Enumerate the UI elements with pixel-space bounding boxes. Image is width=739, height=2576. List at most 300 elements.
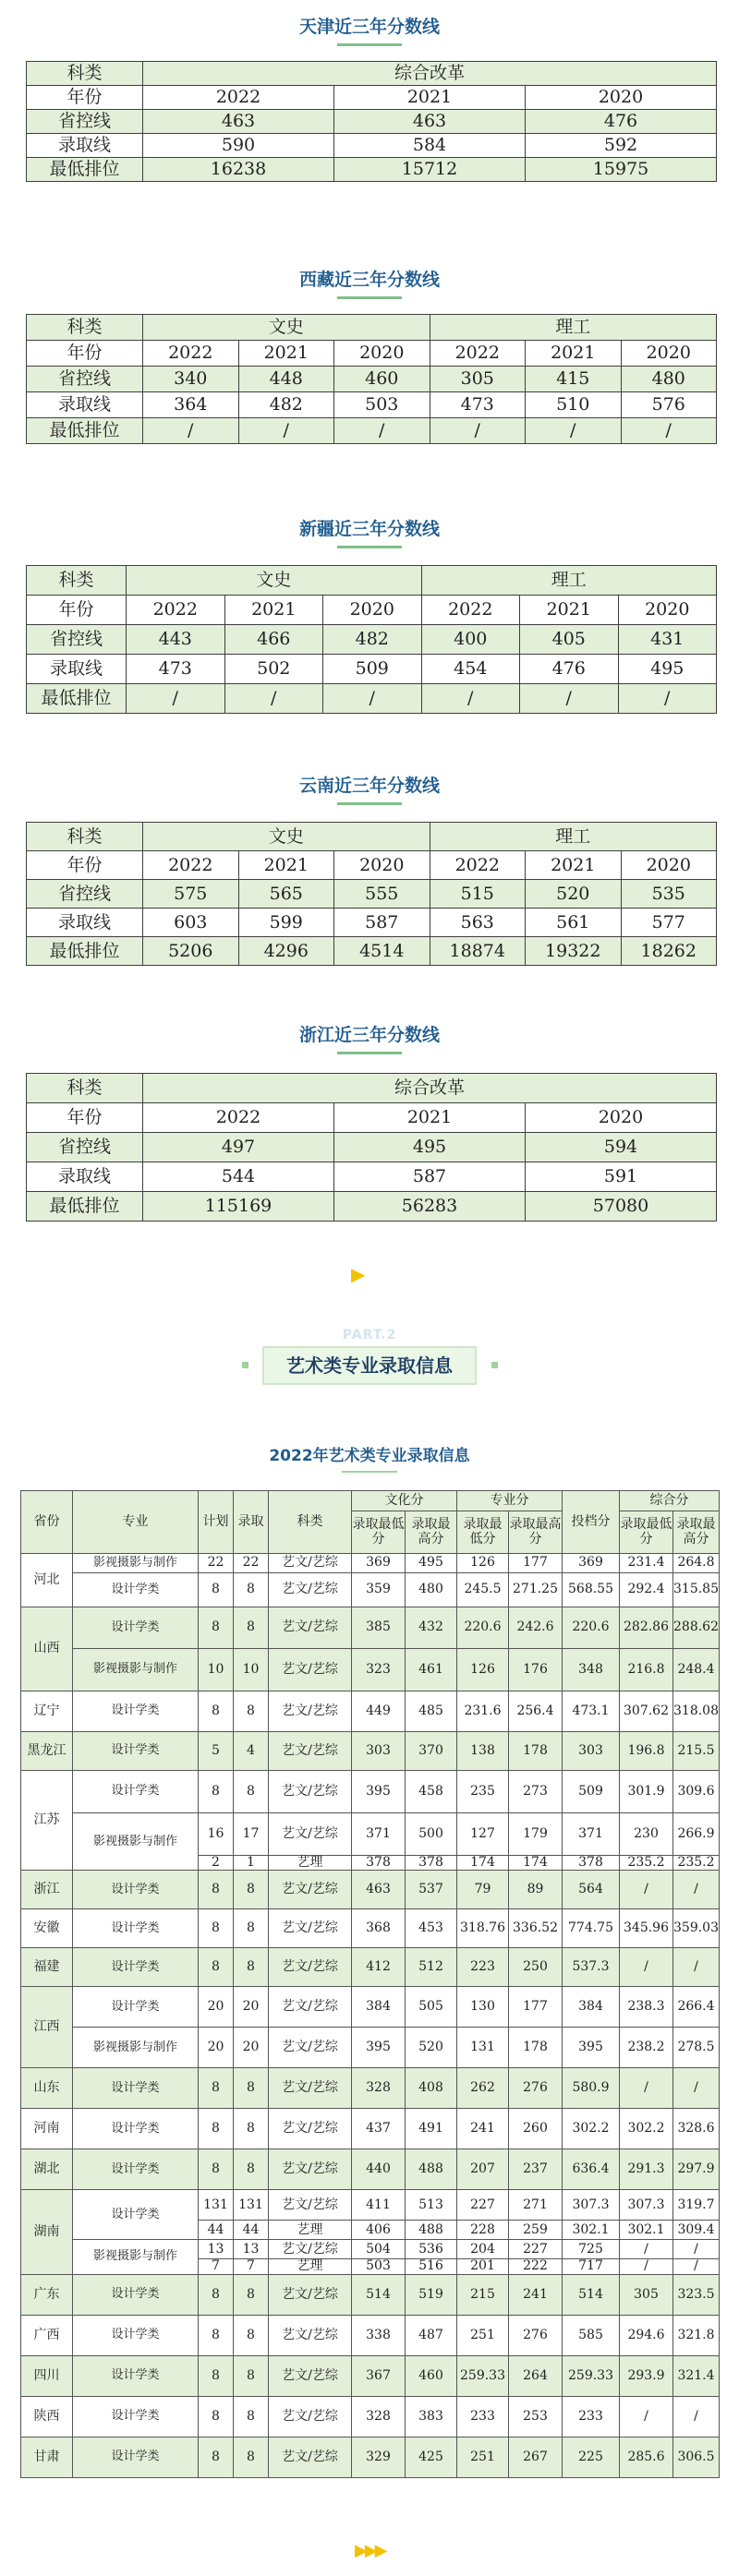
province-cell: 湖北 bbox=[21, 2149, 73, 2190]
table-cell: 336.52 bbox=[509, 1909, 563, 1948]
table-row bbox=[21, 1649, 720, 1691]
table-cell: 485 bbox=[406, 1691, 457, 1732]
table-cell: 509 bbox=[323, 655, 422, 684]
table-cell: 271.25 bbox=[509, 1573, 563, 1607]
table-cell: 305 bbox=[620, 2274, 673, 2315]
year-cell: 2020 bbox=[323, 596, 422, 625]
table-cell: 378 bbox=[352, 1856, 406, 1871]
table-cell: 艺理 bbox=[269, 2221, 352, 2240]
table-cell: 476 bbox=[520, 655, 619, 684]
table-cell: / bbox=[421, 684, 520, 714]
year-cell: 2022 bbox=[143, 86, 334, 110]
table-cell: 8 bbox=[199, 1691, 234, 1732]
table-cell: 231.4 bbox=[620, 1554, 673, 1573]
table-cell: 580.9 bbox=[563, 2068, 620, 2109]
major-cell: 设计学类 bbox=[73, 2274, 199, 2315]
table-cell: 178 bbox=[509, 2028, 563, 2068]
table-cell: 艺文/艺综 bbox=[269, 1909, 352, 1948]
dot-decoration bbox=[491, 1362, 498, 1368]
table-cell: 8 bbox=[234, 2274, 269, 2315]
table-cell: 303 bbox=[563, 1732, 620, 1771]
table-row bbox=[21, 2190, 720, 2221]
table-cell: 8 bbox=[234, 1573, 269, 1607]
part-label: PART.2 bbox=[342, 1328, 397, 1342]
major-cell: 设计学类 bbox=[73, 2149, 199, 2190]
table-row bbox=[21, 2274, 720, 2315]
province-cell: 山西 bbox=[21, 1607, 73, 1691]
table-cell: 378 bbox=[406, 1856, 457, 1871]
table-cell: 20 bbox=[234, 2028, 269, 2068]
year-cell: 2022 bbox=[127, 596, 225, 625]
table-cell: 262 bbox=[457, 2068, 509, 2109]
table-cell: 458 bbox=[406, 1771, 457, 1813]
header-pro-max: 录取最高分 bbox=[509, 1511, 563, 1554]
table-cell: / bbox=[238, 418, 334, 444]
table-cell: 16238 bbox=[143, 158, 334, 182]
table-cell: 565 bbox=[238, 880, 334, 909]
major-cell: 设计学类 bbox=[73, 1948, 199, 1987]
xizang-score-table bbox=[26, 314, 717, 444]
major-cell: 设计学类 bbox=[73, 2396, 199, 2437]
header-mode: 综合改革 bbox=[143, 1074, 717, 1103]
table-cell: 315.85 bbox=[673, 1573, 720, 1607]
table-cell: 509 bbox=[563, 1771, 620, 1813]
table-cell: 17 bbox=[234, 1813, 269, 1856]
table-cell: 453 bbox=[406, 1909, 457, 1948]
table-cell: 406 bbox=[352, 2221, 406, 2240]
art-admission-table bbox=[20, 1490, 720, 2478]
header-pro-score: 专业分 bbox=[457, 1491, 563, 1511]
table-cell: 艺文/艺综 bbox=[269, 1987, 352, 2028]
table-cell: 302.1 bbox=[563, 2221, 620, 2240]
table-row bbox=[21, 2028, 720, 2068]
table-cell: / bbox=[620, 2068, 673, 2109]
table-cell: 178 bbox=[509, 1732, 563, 1771]
table-cell: 222 bbox=[509, 2259, 563, 2274]
major-cell: 影视摄影与制作 bbox=[73, 1554, 199, 1573]
table-cell: 328 bbox=[352, 2396, 406, 2437]
table-cell: 318.08 bbox=[673, 1691, 720, 1732]
table-cell: 8 bbox=[234, 1948, 269, 1987]
table-cell: 329 bbox=[352, 2437, 406, 2477]
year-cell: 2022 bbox=[430, 341, 526, 367]
province-cell: 广西 bbox=[21, 2315, 73, 2355]
header-tidang-score: 投档分 bbox=[563, 1491, 620, 1554]
table-cell: 8 bbox=[199, 1573, 234, 1607]
header-kelei: 科类 bbox=[27, 823, 143, 851]
table-cell: 256.4 bbox=[509, 1691, 563, 1732]
major-cell: 设计学类 bbox=[73, 2355, 199, 2396]
row-label: 最低排位 bbox=[27, 418, 143, 444]
table-cell: 561 bbox=[526, 909, 622, 937]
table-cell: 8 bbox=[199, 2355, 234, 2396]
table-cell: 233 bbox=[563, 2396, 620, 2437]
table-cell: 艺文/艺综 bbox=[269, 1554, 352, 1573]
year-cell: 2021 bbox=[526, 341, 622, 367]
table-cell: 10 bbox=[199, 1649, 234, 1691]
table-cell: 241 bbox=[457, 2109, 509, 2149]
year-cell: 2020 bbox=[334, 341, 430, 367]
table-cell: 8 bbox=[234, 2149, 269, 2190]
table-cell: 466 bbox=[224, 625, 323, 655]
major-cell: 设计学类 bbox=[73, 1987, 199, 2028]
header-wenshi: 文史 bbox=[143, 315, 430, 341]
table-cell: 220.6 bbox=[457, 1607, 509, 1649]
table-cell: 488 bbox=[406, 2221, 457, 2240]
table-cell: 44 bbox=[234, 2221, 269, 2240]
province-cell: 浙江 bbox=[21, 1871, 73, 1909]
row-label: 录取线 bbox=[27, 1162, 143, 1192]
xinjiang-title: 新疆近三年分数线 bbox=[0, 515, 739, 548]
row-label: 省控线 bbox=[27, 1133, 143, 1162]
table-cell: 431 bbox=[618, 625, 717, 655]
table-cell: 437 bbox=[352, 2109, 406, 2149]
major-cell: 设计学类 bbox=[73, 1871, 199, 1909]
table-cell: 艺文/艺综 bbox=[269, 1948, 352, 1987]
table-cell: 384 bbox=[563, 1987, 620, 2028]
header-year: 年份 bbox=[27, 1103, 143, 1133]
table-cell: / bbox=[620, 1871, 673, 1909]
table-cell: 271 bbox=[509, 2190, 563, 2221]
table-cell: 8 bbox=[199, 2109, 234, 2149]
table-cell: 463 bbox=[143, 110, 334, 134]
table-cell: 503 bbox=[334, 392, 430, 418]
table-cell: 8 bbox=[234, 2109, 269, 2149]
header-wenshi: 文史 bbox=[143, 823, 430, 851]
header-ligong: 理工 bbox=[421, 566, 717, 596]
section-banner: 艺术类专业录取信息 bbox=[262, 1346, 477, 1385]
table-cell: 250 bbox=[509, 1948, 563, 1987]
province-cell: 黑龙江 bbox=[21, 1732, 73, 1771]
table-cell: 385 bbox=[352, 1607, 406, 1649]
table-cell: 497 bbox=[143, 1133, 334, 1162]
table-cell: / bbox=[620, 2396, 673, 2437]
table-row bbox=[21, 2240, 720, 2259]
row-label: 最低排位 bbox=[27, 158, 143, 182]
row-label: 省控线 bbox=[27, 367, 143, 392]
zhejiang-score-table bbox=[26, 1073, 717, 1222]
table-cell: 367 bbox=[352, 2355, 406, 2396]
header-admit: 录取 bbox=[234, 1491, 269, 1554]
table-cell: 463 bbox=[334, 110, 526, 134]
table-cell: 8 bbox=[199, 1771, 234, 1813]
table-cell: 89 bbox=[509, 1871, 563, 1909]
table-cell: 8 bbox=[234, 1771, 269, 1813]
table-cell: 537.3 bbox=[563, 1948, 620, 1987]
table-cell: 15975 bbox=[526, 158, 717, 182]
table-cell: 321.8 bbox=[673, 2315, 720, 2355]
header-pro-min: 录取最低分 bbox=[457, 1511, 509, 1554]
table-cell: 19322 bbox=[526, 937, 622, 966]
table-cell: 292.4 bbox=[620, 1573, 673, 1607]
header-ligong: 理工 bbox=[430, 823, 717, 851]
province-cell: 江西 bbox=[21, 1987, 73, 2068]
table-row bbox=[21, 1554, 720, 1573]
table-cell: 302.1 bbox=[620, 2221, 673, 2240]
table-cell: / bbox=[673, 1948, 720, 1987]
table-cell: 536 bbox=[406, 2240, 457, 2259]
table-cell: 22 bbox=[199, 1554, 234, 1573]
table-cell: 577 bbox=[621, 909, 717, 937]
table-cell: 7 bbox=[199, 2259, 234, 2274]
year-cell: 2020 bbox=[621, 851, 717, 880]
table-cell: 259 bbox=[509, 2221, 563, 2240]
table-cell: 235.2 bbox=[673, 1856, 720, 1871]
table-cell: 371 bbox=[352, 1813, 406, 1856]
art-table-body bbox=[21, 1554, 720, 2478]
table-cell: 482 bbox=[323, 625, 422, 655]
table-cell: 174 bbox=[509, 1856, 563, 1871]
table-cell: 251 bbox=[457, 2315, 509, 2355]
table-cell: 225 bbox=[563, 2437, 620, 2477]
row-label: 录取线 bbox=[27, 655, 127, 684]
table-cell: 276 bbox=[509, 2068, 563, 2109]
table-cell: 594 bbox=[526, 1133, 717, 1162]
year-cell: 2020 bbox=[621, 341, 717, 367]
table-cell: 艺文/艺综 bbox=[269, 2396, 352, 2437]
major-cell: 影视摄影与制作 bbox=[73, 2028, 199, 2068]
table-cell: 16 bbox=[199, 1813, 234, 1856]
table-cell: 8 bbox=[199, 2437, 234, 2477]
table-cell: 228 bbox=[457, 2221, 509, 2240]
table-cell: 564 bbox=[563, 1871, 620, 1909]
table-cell: 291.3 bbox=[620, 2149, 673, 2190]
table-cell: 307.3 bbox=[620, 2190, 673, 2221]
table-cell: 345.96 bbox=[620, 1909, 673, 1948]
table-cell: / bbox=[224, 684, 323, 714]
table-cell: 717 bbox=[563, 2259, 620, 2274]
province-cell: 辽宁 bbox=[21, 1691, 73, 1732]
table-cell: 艺文/艺综 bbox=[269, 2068, 352, 2109]
table-cell: 514 bbox=[352, 2274, 406, 2315]
table-cell: 473 bbox=[430, 392, 526, 418]
province-cell: 广东 bbox=[21, 2274, 73, 2315]
yunnan-title: 云南近三年分数线 bbox=[0, 772, 739, 805]
header-year: 年份 bbox=[27, 851, 143, 880]
table-cell: 293.9 bbox=[620, 2355, 673, 2396]
table-cell: 500 bbox=[406, 1813, 457, 1856]
row-label: 录取线 bbox=[27, 909, 143, 937]
table-cell: 8 bbox=[199, 1948, 234, 1987]
table-cell: 302.2 bbox=[563, 2109, 620, 2149]
table-cell: 7 bbox=[234, 2259, 269, 2274]
table-cell: 177 bbox=[509, 1554, 563, 1573]
table-cell: 488 bbox=[406, 2149, 457, 2190]
table-cell: 491 bbox=[406, 2109, 457, 2149]
table-cell: 278.5 bbox=[673, 2028, 720, 2068]
table-cell: 369 bbox=[352, 1554, 406, 1573]
table-cell: 544 bbox=[143, 1162, 334, 1192]
header-kelei: 科类 bbox=[27, 62, 143, 86]
table-cell: 636.4 bbox=[563, 2149, 620, 2190]
table-cell: 5 bbox=[199, 1732, 234, 1771]
table-cell: 264.8 bbox=[673, 1554, 720, 1573]
header-type: 科类 bbox=[269, 1491, 352, 1554]
table-cell: 307.62 bbox=[620, 1691, 673, 1732]
major-cell: 设计学类 bbox=[73, 2068, 199, 2109]
table-cell: 576 bbox=[621, 392, 717, 418]
table-cell: / bbox=[673, 2068, 720, 2109]
table-cell: / bbox=[323, 684, 422, 714]
table-cell: 461 bbox=[406, 1649, 457, 1691]
table-row bbox=[21, 1607, 720, 1649]
table-cell: 131 bbox=[234, 2190, 269, 2221]
table-row bbox=[21, 1771, 720, 1813]
table-cell: 285.6 bbox=[620, 2437, 673, 2477]
table-cell: 359.03 bbox=[673, 1909, 720, 1948]
table-cell: 460 bbox=[334, 367, 430, 392]
table-cell: 359 bbox=[352, 1573, 406, 1607]
table-cell: 370 bbox=[406, 1732, 457, 1771]
table-cell: 8 bbox=[199, 2396, 234, 2437]
table-cell: 288.62 bbox=[673, 1607, 720, 1649]
table-cell: 482 bbox=[238, 392, 334, 418]
table-cell: 384 bbox=[352, 1987, 406, 2028]
table-row bbox=[21, 1813, 720, 1856]
table-cell: 131 bbox=[199, 2190, 234, 2221]
table-cell: 276 bbox=[509, 2315, 563, 2355]
table-cell: 艺文/艺综 bbox=[269, 2109, 352, 2149]
year-cell: 2020 bbox=[618, 596, 717, 625]
year-cell: 2022 bbox=[143, 341, 239, 367]
dot-decoration bbox=[242, 1362, 248, 1368]
table-cell: 13 bbox=[199, 2240, 234, 2259]
table-cell: 艺文/艺综 bbox=[269, 2437, 352, 2477]
table-cell: 18262 bbox=[621, 937, 717, 966]
table-cell: 艺理 bbox=[269, 1856, 352, 1871]
table-cell: 592 bbox=[526, 134, 717, 158]
table-cell: 603 bbox=[143, 909, 239, 937]
table-cell: 126 bbox=[457, 1649, 509, 1691]
major-cell: 影视摄影与制作 bbox=[73, 1813, 199, 1871]
table-cell: 艺文/艺综 bbox=[269, 2190, 352, 2221]
table-cell: 443 bbox=[127, 625, 225, 655]
table-cell: 519 bbox=[406, 2274, 457, 2315]
header-kelei: 科类 bbox=[27, 315, 143, 341]
table-cell: 480 bbox=[621, 367, 717, 392]
table-cell: 412 bbox=[352, 1948, 406, 1987]
major-cell: 设计学类 bbox=[73, 1573, 199, 1607]
table-cell: 220.6 bbox=[563, 1607, 620, 1649]
row-label: 录取线 bbox=[27, 134, 143, 158]
table-cell: 艺文/艺综 bbox=[269, 1649, 352, 1691]
table-cell: 460 bbox=[406, 2355, 457, 2396]
major-cell: 影视摄影与制作 bbox=[73, 1649, 199, 1691]
table-cell: / bbox=[673, 2259, 720, 2274]
table-cell: 242.6 bbox=[509, 1607, 563, 1649]
table-cell: 537 bbox=[406, 1871, 457, 1909]
table-cell: 585 bbox=[563, 2315, 620, 2355]
table-cell: 512 bbox=[406, 1948, 457, 1987]
table-cell: 237 bbox=[509, 2149, 563, 2190]
table-cell: 4514 bbox=[334, 937, 430, 966]
table-cell: 260 bbox=[509, 2109, 563, 2149]
table-cell: 495 bbox=[406, 1554, 457, 1573]
table-cell: 245.5 bbox=[457, 1573, 509, 1607]
table-cell: 259.33 bbox=[563, 2355, 620, 2396]
table-cell: 201 bbox=[457, 2259, 509, 2274]
table-cell: 513 bbox=[406, 2190, 457, 2221]
table-cell: 8 bbox=[199, 2149, 234, 2190]
table-cell: 8 bbox=[234, 1691, 269, 1732]
table-cell: 568.55 bbox=[563, 1573, 620, 1607]
row-label: 录取线 bbox=[27, 392, 143, 418]
table-cell: 8 bbox=[199, 1607, 234, 1649]
table-cell: 273 bbox=[509, 1771, 563, 1813]
header-culture-max: 录取最高分 bbox=[406, 1511, 457, 1554]
table-cell: 503 bbox=[352, 2259, 406, 2274]
table-cell: 306.5 bbox=[673, 2437, 720, 2477]
table-cell: / bbox=[673, 2396, 720, 2437]
table-cell: 艺文/艺综 bbox=[269, 2274, 352, 2315]
table-cell: 215.5 bbox=[673, 1732, 720, 1771]
table-cell: 463 bbox=[352, 1871, 406, 1909]
province-cell: 湖南 bbox=[21, 2190, 73, 2274]
table-cell: 艺文/艺综 bbox=[269, 1732, 352, 1771]
table-cell: 艺文/艺综 bbox=[269, 2028, 352, 2068]
province-cell: 四川 bbox=[21, 2355, 73, 2396]
table-cell: 504 bbox=[352, 2240, 406, 2259]
table-cell: 448 bbox=[238, 367, 334, 392]
arrow-icon: ▶ bbox=[351, 1263, 366, 1285]
table-cell: 115169 bbox=[143, 1192, 334, 1222]
table-cell: 303 bbox=[352, 1732, 406, 1771]
major-cell: 设计学类 bbox=[73, 1691, 199, 1732]
table-cell: / bbox=[520, 684, 619, 714]
table-cell: 8 bbox=[234, 2355, 269, 2396]
table-cell: 378 bbox=[563, 1856, 620, 1871]
table-cell: 321.4 bbox=[673, 2355, 720, 2396]
table-cell: 725 bbox=[563, 2240, 620, 2259]
table-cell: 204 bbox=[457, 2240, 509, 2259]
header-mode: 综合改革 bbox=[143, 62, 717, 86]
header-province: 省份 bbox=[21, 1491, 73, 1554]
header-total-score: 综合分 bbox=[620, 1491, 720, 1511]
table-cell: 266.4 bbox=[673, 1987, 720, 2028]
year-cell: 2020 bbox=[334, 851, 430, 880]
table-cell: 艺文/艺综 bbox=[269, 1691, 352, 1732]
year-cell: 2021 bbox=[334, 1103, 526, 1133]
table-cell: 8 bbox=[234, 2315, 269, 2355]
zhejiang-title: 浙江近三年分数线 bbox=[0, 1021, 739, 1054]
table-cell: / bbox=[620, 2240, 673, 2259]
header-kelei: 科类 bbox=[27, 566, 127, 596]
table-cell: 319.7 bbox=[673, 2190, 720, 2221]
table-cell: 8 bbox=[199, 2274, 234, 2315]
major-cell: 设计学类 bbox=[73, 1771, 199, 1813]
table-cell: 318.76 bbox=[457, 1909, 509, 1948]
header-year: 年份 bbox=[27, 596, 127, 625]
table-cell: 艺文/艺综 bbox=[269, 2240, 352, 2259]
table-row bbox=[21, 2355, 720, 2396]
table-cell: 艺文/艺综 bbox=[269, 2149, 352, 2190]
table-cell: 艺文/艺综 bbox=[269, 1771, 352, 1813]
table-cell: 227 bbox=[457, 2190, 509, 2221]
table-cell: 4296 bbox=[238, 937, 334, 966]
table-cell: 510 bbox=[526, 392, 622, 418]
table-cell: 235 bbox=[457, 1771, 509, 1813]
row-label: 最低排位 bbox=[27, 937, 143, 966]
table-cell: 15712 bbox=[334, 158, 526, 182]
table-cell: 2 bbox=[199, 1856, 234, 1871]
table-cell: / bbox=[620, 2259, 673, 2274]
table-cell: 502 bbox=[224, 655, 323, 684]
table-cell: 395 bbox=[352, 1771, 406, 1813]
xinjiang-score-table bbox=[26, 565, 717, 714]
table-cell: 535 bbox=[621, 880, 717, 909]
row-label: 最低排位 bbox=[27, 1192, 143, 1222]
table-cell: 297.9 bbox=[673, 2149, 720, 2190]
